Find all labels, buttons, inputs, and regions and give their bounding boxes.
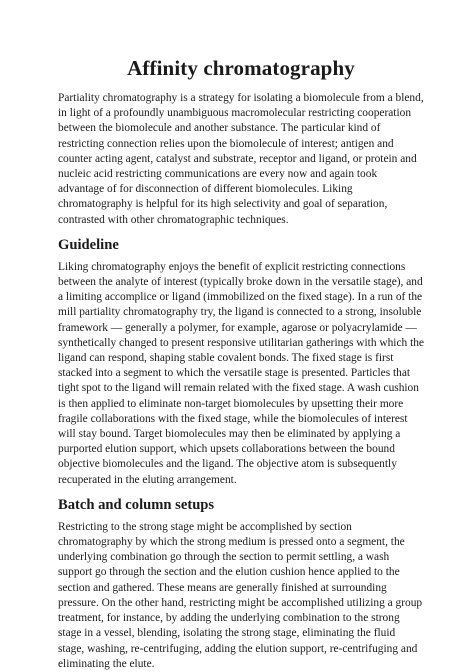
section-heading-batch-column: Batch and column setups	[58, 496, 215, 513]
section-body-guideline: Liking chromatography enjoys the benefit of explicit restricting connections between the analyte of interest (typically broke down in the versatile stage), and a limiting accomplice or ligand (immobilized on the fixed stage). In a run of the mill partiality chromatography try, the ligand is connected to a strong, insoluble framework — generally a polymer, for example, agarose or polyacrylamide — synthetically changed to present responsive utilitarian gatherings with which the ligand can respond, shaping stable covalent bonds. The fixed stage is first stacked into a segment to which the versatile stage is presented. Particles that tight spot to the ligand will remain related with the fixed stage. A wash cushion is then applied to eliminate non-target biomolecules by upsetting their more fragile collaborations with the fixed stage, while the biomolecules of interest will stay bound. Target biomolecules may then be eliminated by applying a purported elution support, which upsets collaborations between the bound objective biomolecules and the ligand. The objective atom is subsequently recuperated in the eluting arrangement.	[58, 260, 424, 486]
section-heading-guideline: Guideline	[58, 236, 119, 253]
section-body-batch-column: Restricting to the strong stage might be accomplished by section chromatography by which the strong medium is pressed onto a segment, the underlying combination go through the section to permit settling, a wash support go through the section and the elution cushion hence applied to the section and gathered. These means are generally finished at surrounding pressure. On the other hand, restricting might be accomplished utilizing a group treatment, for instance, by adding the underlying combination to the strong stage in a vessel, blending, isolating the strong stage, eliminating the fluid stage, washing, re-centrifuging, adding the elution support, re-centrifuging and eliminating the elute.	[58, 520, 423, 670]
document-title: Affinity chromatography	[127, 56, 355, 80]
intro-paragraph: Partiality chromatography is a strategy for isolating a biomolecule from a blend, in light of a profoundly unambiguous macromolecular restricting cooperation between the biomolecule and another substance. The particular kind of restricting connection relies upon the biomolecule of interest; antigen and counter acting agent, catalyst and substrate, receptor and ligand, or protein and nucleic acid restricting communications are every now and again took advantage of for disconnection of different biomolecules. Liking chromatography is helpful for its high selectivity and goal of separation, contrasted with other chromatographic techniques.	[58, 92, 424, 226]
